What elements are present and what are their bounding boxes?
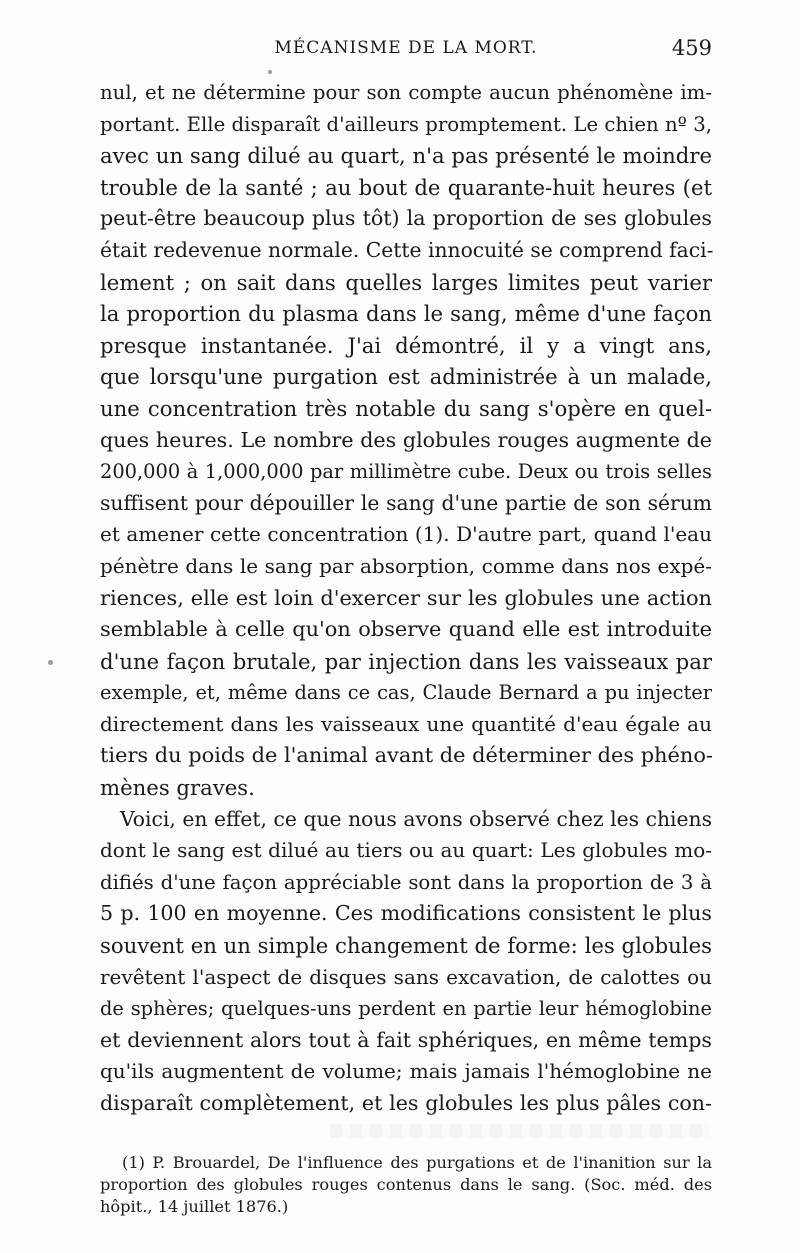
running-title: MÉCANISME DE LA MORT.	[274, 38, 538, 58]
text-line: difiés d'une façon appréciable sont dans la proportion de 3 à	[100, 870, 712, 894]
text-line: était redevenue normale. Cette innocuité se comprend faci-	[100, 237, 714, 262]
text-line: et amener cette concentration (1). D'autre part, quand l'eau	[100, 522, 712, 547]
text-line: presque instantanée. J'ai démontré, il y a vingt ans,	[100, 332, 712, 358]
scan-speck	[268, 70, 272, 74]
text-line: 5 p. 100 en moyenne. Ces modifications consistent le plus	[100, 901, 712, 926]
text-line: disparaît complètement, et les globules les plus pâles con-	[100, 1091, 712, 1115]
text-line: peut-être beaucoup plus tôt) la proportion de ses globules	[100, 206, 712, 231]
text-line: directement dans les vaisseaux une quantité d'eau égale au	[100, 711, 712, 736]
text-line: que lorsqu'une purgation est administrée à un malade,	[100, 364, 712, 390]
text-line: tiers du poids de l'animal avant de déterminer des phéno-	[100, 743, 713, 768]
text-line: une concentration très notable du sang s'opère en quel-	[100, 395, 712, 421]
body-text	[100, 77, 712, 1120]
footnote-line: hôpit., 14 juillet 1876.)	[100, 1197, 289, 1216]
text-line: 200,000 à 1,000,000 par millimètre cube. Deux ou trois selles	[100, 460, 712, 484]
footnote	[100, 1152, 712, 1218]
text-line: revêtent l'aspect de disques sans excavation, de calottes ou	[100, 964, 712, 989]
text-line: riences, elle est loin d'exercer sur les globules une action	[100, 585, 712, 610]
footnote-line: proportion des globules rouges contenus dans le sang. (Soc. méd. des	[100, 1175, 712, 1194]
text-line: d'une façon brutale, par injection dans les vaisseaux par	[100, 648, 712, 674]
text-line: la proportion du plasma dans le sang, même d'une façon	[100, 301, 712, 327]
paragraph-start-line: Voici, en effet, ce que nous avons observé chez les chiens	[120, 806, 712, 831]
text-line: lement ; on sait dans quelles larges limites peut varier	[100, 269, 712, 295]
text-line: nul, et ne détermine pour son compte aucun phénomène im-	[100, 81, 712, 104]
page-number: 459	[671, 36, 712, 60]
scan-speck	[48, 660, 53, 665]
text-line: suffisent pour dépouiller le sang d'une partie de son sérum	[100, 490, 712, 515]
text-line: de sphères; quelques-uns perdent en partie leur hémoglobine	[100, 997, 712, 1021]
text-line: avec un sang dilué au quart, n'a pas présenté le moindre	[100, 143, 712, 169]
text-line: souvent en un simple changement de forme: les globules	[100, 933, 712, 959]
show-through-text	[330, 1124, 710, 1138]
text-line: dont le sang est dilué au tiers ou au quart: Les globules mo-	[100, 838, 712, 863]
text-line: exemple, et, même dans ce cas, Claude Bernard a pu injecter	[100, 681, 712, 705]
text-line: pénètre dans le sang par absorption, comme dans nos expé-	[100, 553, 712, 578]
footnote-line: (1) P. Brouardel, De l'influence des purgations et de l'inanition sur la	[122, 1153, 712, 1172]
text-line: trouble de la santé ; au bout de quarante-huit heures (et	[100, 174, 712, 200]
running-head	[100, 38, 712, 62]
text-line: qu'ils augmentent de volume; mais jamais l'hémoglobine ne	[100, 1059, 712, 1084]
text-line: semblable à celle qu'on observe quand elle est introduite	[100, 617, 712, 642]
text-line: ques heures. Le nombre des globules rouges augmente de	[100, 427, 712, 452]
text-line: portant. Elle disparaît d'ailleurs promptement. Le chien nº 3,	[100, 112, 712, 136]
text-line: et deviennent alors tout à fait sphériques, en même temps	[100, 1027, 712, 1052]
paragraph-end-line: mènes graves.	[100, 775, 255, 801]
